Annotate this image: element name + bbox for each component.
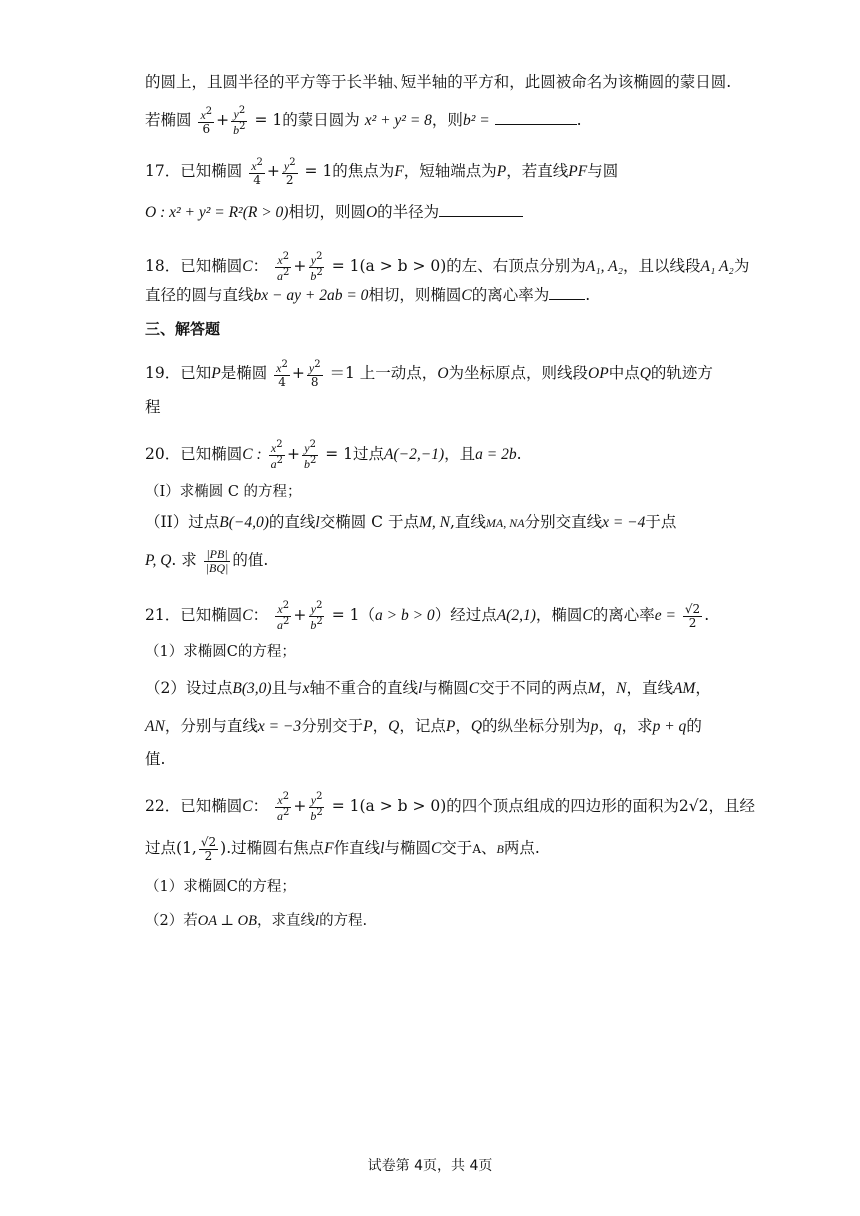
q21-part-2-line-3: 值. [145,750,166,768]
fraction-y2-b2: $\frac{y^2}{b^2}$ [303,439,317,471]
q20-part-1: （I）求椭圆 C 的方程； [145,484,302,500]
fraction-x2-a2: $\frac{x^2}{a^2}$ [270,439,283,471]
answer-blank[interactable] [549,298,585,300]
q17-line-1: 17．已知椭圆 $\frac{x^2}{4}$ + $\frac{y^2}{2}$ = 1的焦点为F，短轴端点为P，若直线PF与圆 [145,157,619,187]
intro-line-2: 若椭圆 $\frac{x^2}{6}$ + $\frac{y^2}{b^2}$ = 1的蒙日圆为 x² + y² = 8，则b² = . [145,105,582,137]
fraction-y2-8: $\frac{y^2}{8}$ [308,359,321,389]
q21-line-1: 21．已知椭圆C： $\frac{x^2}{a^2}$ + $\frac{y^2}{b^2}$ = 1（a > b > 0）经过点A(2,1)，椭圆C的离心率e = $\frac{√2}{2}$ . [145,600,710,632]
q22-line-2: 过点(1, $\frac{√2}{2}$ ).过椭圆右焦点F作直线l与椭圆C交于A、B两点. [145,835,540,863]
fraction-x2-6: $\frac{x^2}{6}$ [200,106,213,136]
fraction-x2-4: $\frac{x^2}{4}$ [276,359,288,389]
section-heading: 三、解答题 [145,320,221,338]
q19-line-2: 程 [145,398,161,416]
fraction-x2-4: $\frac{x^2}{4}$ [251,157,263,187]
q18-line-1: 18．已知椭圆C： $\frac{x^2}{a^2}$ + $\frac{y^2}{b^2}$ = 1(a > b > 0)的左、右顶点分别为A₁, A₂，且以线段A₁ A₂为 [145,251,750,283]
fraction-y2-b2: $\frac{y^2}{b^2}$ [310,251,323,283]
q17-line-2: O : x² + y² = R²(R > 0)相切，则圆O的半径为 [145,205,770,221]
fraction-y2-b2: $\frac{y^2}{b^2}$ [233,105,246,137]
page-footer: 试卷第 4页，共 4页 [367,1158,493,1174]
answer-blank[interactable] [439,215,523,217]
intro-line-1: 的圆上，且圆半径的平方等于长半轴､短半轴的平方和，此圆被命名为该椭圆的蒙日圆. [145,73,732,91]
q21-part-1: （1）求椭圆C的方程； [145,644,296,660]
q19-line-1: 19．已知P是椭圆 $\frac{x^2}{4}$ + $\frac{y^2}{8}$ ＝1 上一动点，O为坐标原点，则线段OP中点Q的轨迹方 [145,359,713,389]
fraction-sqrt2-2: $\frac{√2}{2}$ [200,835,217,863]
q22-part-2: （2）若OA ⊥ OB，求直线l的方程. [145,913,368,929]
fraction-y2-b2: $\frac{y^2}{b^2}$ [310,791,323,823]
fraction-x2-a2: $\frac{x^2}{a^2}$ [277,600,290,632]
q18-line-2: 直径的圆与直线bx − ay + 2ab = 0相切，则椭圆C的离心率为 . [145,286,591,304]
q21-part-2-line-1: （2）设过点B(3,0)且与x轴不重合的直线l与椭圆C交于不同的两点M，N，直线AM， [145,679,711,697]
fraction-x2-a2: $\frac{x^2}{a^2}$ [277,791,290,823]
q21-part-2-line-2: AN，分别与直线x = −3分别交于P，Q，记点P，Q的纵坐标分别为p，q，求p + q的 [145,717,702,735]
fraction-y2-b2: $\frac{y^2}{b^2}$ [310,600,323,632]
fraction-pb-bq: $\frac{|PB|}{|BQ|}$ [205,547,229,575]
q20-line-1: 20．已知椭圆C : $\frac{x^2}{a^2}$ + $\frac{y^2}{b^2}$ = 1过点A(−2,−1)，且a = 2b. [145,439,522,471]
fraction-x2-a2: $\frac{x^2}{a^2}$ [277,251,290,283]
fraction-sqrt2-2: $\frac{√2}{2}$ [684,602,701,630]
answer-blank[interactable] [495,123,577,125]
q22-line-1: 22．已知椭圆C： $\frac{x^2}{a^2}$ + $\frac{y^2}{b^2}$ = 1(a > b > 0)的四个顶点组成的四边形的面积为2√2，且经 [145,791,755,823]
q20-part-2-line-1: （II）过点B(−4,0)的直线l交椭圆 C 于点M, N,直线MA, NA分别交直线x = −4于点 [145,513,677,531]
q20-part-2-line-2: P, Q. 求 $\frac{|PB|}{|BQ|}$ 的值. [145,547,269,575]
q22-part-1: （1）求椭圆C的方程； [145,879,296,895]
fraction-y2-2: $\frac{y^2}{2}$ [283,157,296,187]
